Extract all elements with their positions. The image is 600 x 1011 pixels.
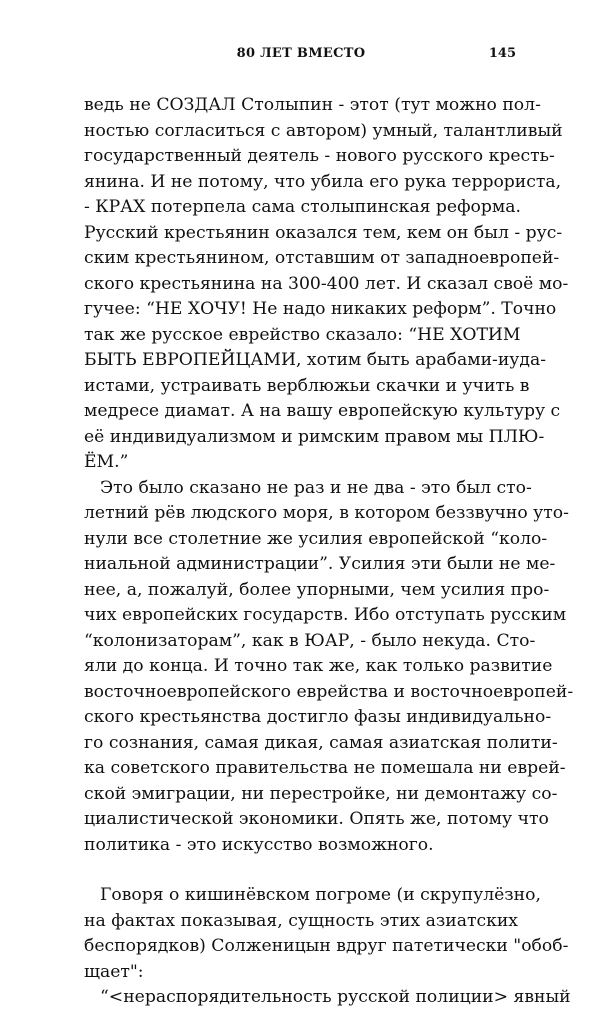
text-line: гучее: “НЕ ХОЧУ! Не надо никаких реформ”. Точно bbox=[84, 299, 557, 319]
text-line: янина. И не потому, что убила его рука террориста, bbox=[84, 171, 562, 192]
text-line: ведь не СОЗДАЛ Столыпин - этот (тут можно пол- bbox=[84, 95, 541, 115]
body-text bbox=[84, 93, 574, 1011]
text-line: её индивидуализмом и римским правом мы ПЛЮ- bbox=[84, 426, 545, 447]
text-line: “<нераспорядительность русской полиции> явный bbox=[100, 987, 571, 1007]
page-number: 145 bbox=[488, 46, 516, 61]
text-line: ка советского правительства не помешала ни еврей- bbox=[84, 758, 566, 778]
text-line: яли до конца. И точно так же, как только развитие bbox=[84, 656, 553, 676]
text-line: “колонизаторам”, как в ЮАР, - было некуда. Сто- bbox=[84, 630, 536, 651]
text-line: беспорядков) Солженицын вдруг патетически "обоб- bbox=[84, 936, 569, 956]
text-line: восточноевропейского еврейства и восточноевропей- bbox=[84, 681, 574, 702]
text-line: Это было сказано не раз и не два - это был сто- bbox=[100, 477, 532, 498]
text-line: летний рёв людского моря, в котором беззвучно уто- bbox=[84, 503, 569, 523]
text-line: го сознания, самая дикая, самая азиатская полити- bbox=[84, 732, 558, 753]
text-line: так же русское еврейство сказало: “НЕ ХОТИМ bbox=[84, 324, 521, 345]
text-line: ЁМ.” bbox=[84, 452, 129, 472]
text-line: ского крестьянства достигло фазы индивидуально- bbox=[84, 707, 552, 727]
text-line: Говоря о кишинёвском погроме (и скрупулёзно, bbox=[100, 885, 541, 905]
running-title: 80 ЛЕТ ВМЕСТО bbox=[236, 46, 366, 61]
text-line: - КРАХ потерпела сама столыпинская реформа. bbox=[84, 197, 521, 217]
text-line: ского крестьянина на 300-400 лет. И сказал своё мо- bbox=[84, 273, 569, 294]
text-line: медресе диамат. А на вашу европейскую культуру с bbox=[84, 401, 561, 421]
paragraph-4-quote bbox=[84, 985, 571, 1011]
text-line: политика - это искусство возможного. bbox=[84, 834, 434, 855]
text-line: нули все столетние же усилия европейской “коло- bbox=[84, 528, 548, 549]
text-line: ниальной администрации”. Усилия эти были не ме- bbox=[84, 554, 556, 574]
text-line: ской эмиграции, ни перестройке, ни демонтажу со- bbox=[84, 783, 558, 804]
text-line: нее, а, пожалуй, более упорными, чем усилия про- bbox=[84, 579, 550, 600]
paragraph-3 bbox=[84, 883, 569, 985]
text-line: щает": bbox=[84, 961, 144, 982]
text-line: ностью согласиться с автором) умный, талантливый bbox=[84, 120, 563, 141]
text-line: на фактах показывая, сущность этих азиатских bbox=[84, 910, 518, 931]
text-line: Русский крестьянин оказался тем, кем он был - рус- bbox=[84, 222, 563, 243]
text-line: ским крестьянином, отставшим от западноевропей- bbox=[84, 248, 560, 268]
paragraph-2 bbox=[84, 476, 574, 859]
text-line: истами, устраивать верблюжьи скачки и учить в bbox=[84, 375, 530, 396]
paragraph-gap bbox=[84, 858, 518, 883]
text-line: БЫТЬ ЕВРОПЕЙЦАМИ, хотим быть арабами-иуда- bbox=[84, 350, 547, 370]
running-head bbox=[86, 46, 516, 66]
text-line: циалистической экономики. Опять же, потому что bbox=[84, 809, 549, 829]
paragraph-1 bbox=[84, 93, 569, 476]
text-line: государственный деятель - нового русского кресть- bbox=[84, 146, 555, 166]
text-line: чих европейских государств. Ибо отступать русским bbox=[84, 605, 567, 625]
